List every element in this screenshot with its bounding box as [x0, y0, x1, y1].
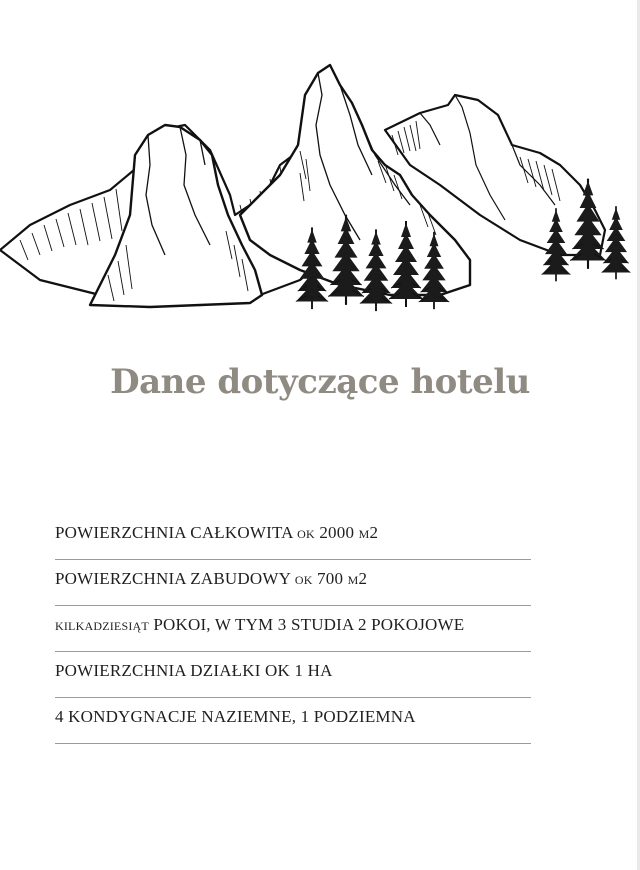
- fact-built-area: POWIERZCHNIA ZABUDOWY ok 700 m2: [55, 562, 531, 606]
- fact-plot-area: POWIERZCHNIA DZIAŁKI OK 1 HA: [55, 654, 531, 698]
- fact-total-area: POWIERZCHNIA CAŁKOWITA ok 2000 m2: [55, 516, 531, 560]
- mountains-with-pine-trees-icon: [0, 55, 640, 315]
- fact-rooms: kilkadziesiąt POKOI, W TYM 3 STUDIA 2 POKOJOWE: [55, 608, 531, 652]
- fact-floors: 4 KONDYGNACJE NAZIEMNE, 1 PODZIEMNA: [55, 700, 531, 744]
- page-title: Dane dotyczące hotelu: [110, 362, 530, 402]
- hotel-facts-list: [55, 516, 531, 744]
